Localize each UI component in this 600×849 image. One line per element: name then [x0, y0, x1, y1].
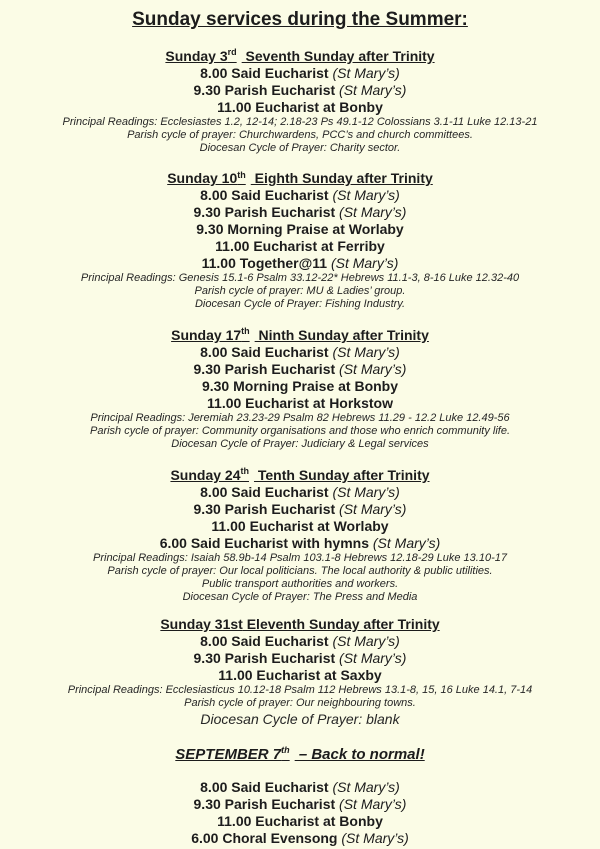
heading-name: – Back to normal! [294, 745, 425, 763]
service-line [0, 518, 600, 535]
service-location: (St Mary’s) [332, 64, 400, 81]
service-time-name: 11.00 Eucharist at Ferriby [215, 238, 385, 255]
diocesan-cycle-note: Diocesan Cycle of Prayer: Charity sector. [199, 141, 401, 154]
parish-cycle-note-continued: Public transport authorities and workers. [201, 577, 399, 590]
section-heading [0, 167, 600, 188]
service-line [0, 221, 600, 238]
parish-cycle-note: Parish cycle of prayer: Community organisations and those who enrich community life. [89, 424, 511, 437]
service-line [0, 65, 600, 82]
heading-ordinal: th [240, 465, 249, 476]
service-time-name: 11.00 Eucharist at Horkstow [207, 394, 393, 411]
service-time-name: 11.00 Eucharist at Bonby [217, 98, 383, 115]
heading-name: Seventh Sunday after Trinity [241, 47, 435, 64]
service-time-name: 8.00 Said Eucharist [200, 187, 329, 204]
diocesan-cycle-note: Diocesan Cycle of Prayer: The Press and Media [182, 590, 418, 603]
heading-date: Sunday 3 [165, 47, 228, 64]
diocesan-cycle-note: Diocesan Cycle of Prayer: Fishing Industry. [194, 298, 406, 311]
service-location: (St Mary’s) [339, 500, 407, 517]
heading-name: Ninth Sunday after Trinity [254, 326, 429, 343]
service-time-name: 9.30 Parish Eucharist [193, 649, 336, 666]
service-line [0, 501, 600, 518]
service-location: (St Mary’s) [341, 829, 409, 846]
service-line [0, 344, 600, 361]
service-time-name: 9.30 Morning Praise at Worlaby [196, 221, 404, 238]
service-line [0, 779, 600, 796]
principal-readings: Principal Readings: Genesis 15.1-6 Psalm 33.12-22* Hebrews 11.1-3, 8-16 Luke 12.32-40 [80, 272, 520, 285]
parish-cycle-note: Parish cycle of prayer: Churchwardens, PCC’s and church committees. [127, 128, 473, 141]
service-time-name: 8.00 Said Eucharist [200, 778, 329, 795]
service-location: (St Mary’s) [339, 795, 407, 812]
service-line [0, 82, 600, 99]
heading-date: Sunday 31st [160, 615, 243, 632]
service-line [0, 535, 600, 552]
section-sunday-3rd [0, 44, 600, 155]
service-location: (St Mary’s) [332, 483, 400, 500]
service-line [0, 99, 600, 116]
service-time-name: 6.00 Said Eucharist with hymns [159, 534, 369, 551]
service-time-name: 11.00 Eucharist at Bonby [217, 812, 383, 829]
service-time-name: 9.30 Parish Eucharist [193, 500, 336, 517]
service-time-name: 9.30 Parish Eucharist [193, 204, 336, 221]
service-line [0, 204, 600, 221]
heading-ordinal: th [241, 326, 250, 337]
section-heading [0, 463, 600, 484]
service-time-name: 11.00 Together@11 [201, 255, 328, 272]
service-time-name: 8.00 Said Eucharist [200, 64, 329, 81]
section-sunday-24th [0, 463, 600, 604]
service-time-name: 9.30 Parish Eucharist [193, 795, 336, 812]
principal-readings: Principal Readings: Ecclesiasticus 10.12-18 Psalm 112 Hebrews 13.1-8, 15, 16 Luke 14.1, 7-14 [67, 683, 533, 696]
service-location: (St Mary’s) [339, 204, 407, 221]
service-line [0, 667, 600, 684]
section-heading [0, 616, 600, 633]
service-line [0, 187, 600, 204]
heading-date: Sunday 24 [170, 466, 241, 483]
heading-name: Eleventh Sunday after Trinity [242, 615, 440, 632]
section-heading [0, 44, 600, 65]
service-time-name: 11.00 Eucharist at Worlaby [211, 517, 389, 534]
section-sunday-10th [0, 167, 600, 312]
service-location: (St Mary’s) [330, 255, 399, 272]
page-title: Sunday services during the Summer: [132, 9, 468, 30]
service-line [0, 378, 600, 395]
heading-date: SEPTEMBER 7 [175, 745, 282, 763]
heading-date: Sunday 10 [167, 170, 238, 187]
service-line [0, 813, 600, 830]
service-time-name: 11.00 Eucharist at Saxby [218, 666, 382, 683]
diocesan-cycle-note: Diocesan Cycle of Prayer: blank [200, 710, 400, 727]
service-location: (St Mary’s) [339, 360, 407, 377]
service-time-name: 6.00 Choral Evensong [191, 829, 338, 846]
service-location: (St Mary’s) [332, 343, 400, 360]
service-time-name: 8.00 Said Eucharist [200, 483, 329, 500]
service-line [0, 830, 600, 847]
principal-readings: Principal Readings: Isaiah 58.9b-14 Psalm 103.1-8 Hebrews 12.18-29 Luke 13.10-17 [93, 551, 507, 564]
service-location: (St Mary’s) [372, 534, 441, 551]
service-time-name: 9.30 Parish Eucharist [193, 360, 336, 377]
parish-cycle-note: Parish cycle of prayer: MU & Ladies’ group. [194, 285, 406, 298]
parish-cycle-note: Parish cycle of prayer: Our neighbouring towns. [184, 696, 416, 709]
service-line [0, 796, 600, 813]
diocesan-cycle-note: Diocesan Cycle of Prayer: Judiciary & Legal services [171, 437, 429, 450]
heading-name: Eighth Sunday after Trinity [250, 170, 433, 187]
service-line [0, 361, 600, 378]
section-heading [0, 323, 600, 344]
service-time-name: 8.00 Said Eucharist [200, 632, 329, 649]
service-time-name: 9.30 Morning Praise at Bonby [201, 377, 399, 394]
principal-readings: Principal Readings: Jeremiah 23.23-29 Psalm 82 Hebrews 11.29 - 12.2 Luke 12.49-56 [90, 411, 510, 424]
section-sunday-17th [0, 323, 600, 451]
section-heading [0, 741, 600, 764]
service-line [0, 395, 600, 412]
service-location: (St Mary’s) [332, 632, 400, 649]
parish-cycle-note: Parish cycle of prayer: Our local politicians. The local authority & public utilities. [107, 564, 493, 577]
service-line [0, 484, 600, 501]
section-september-7th [0, 741, 600, 847]
service-time-name: 9.30 Parish Eucharist [193, 81, 336, 98]
heading-ordinal: rd [227, 47, 237, 57]
service-location: (St Mary’s) [332, 187, 400, 204]
heading-name: Tenth Sunday after Trinity [253, 466, 430, 483]
heading-date: Sunday 17 [171, 326, 242, 343]
heading-ordinal: th [281, 744, 290, 755]
principal-readings: Principal Readings: Ecclesiastes 1.2, 12-14; 2.18-23 Ps 49.1-12 Colossians 3.1-11 Luke 12.13-21 [62, 115, 538, 128]
heading-ordinal: th [237, 169, 246, 180]
service-line [0, 650, 600, 667]
service-location: (St Mary’s) [339, 649, 407, 666]
service-line [0, 255, 600, 272]
service-line [0, 633, 600, 650]
service-location: (St Mary’s) [339, 81, 407, 98]
service-time-name: 8.00 Said Eucharist [200, 343, 329, 360]
service-location: (St Mary’s) [332, 778, 400, 795]
service-line [0, 238, 600, 255]
section-sunday-31st [0, 616, 600, 729]
